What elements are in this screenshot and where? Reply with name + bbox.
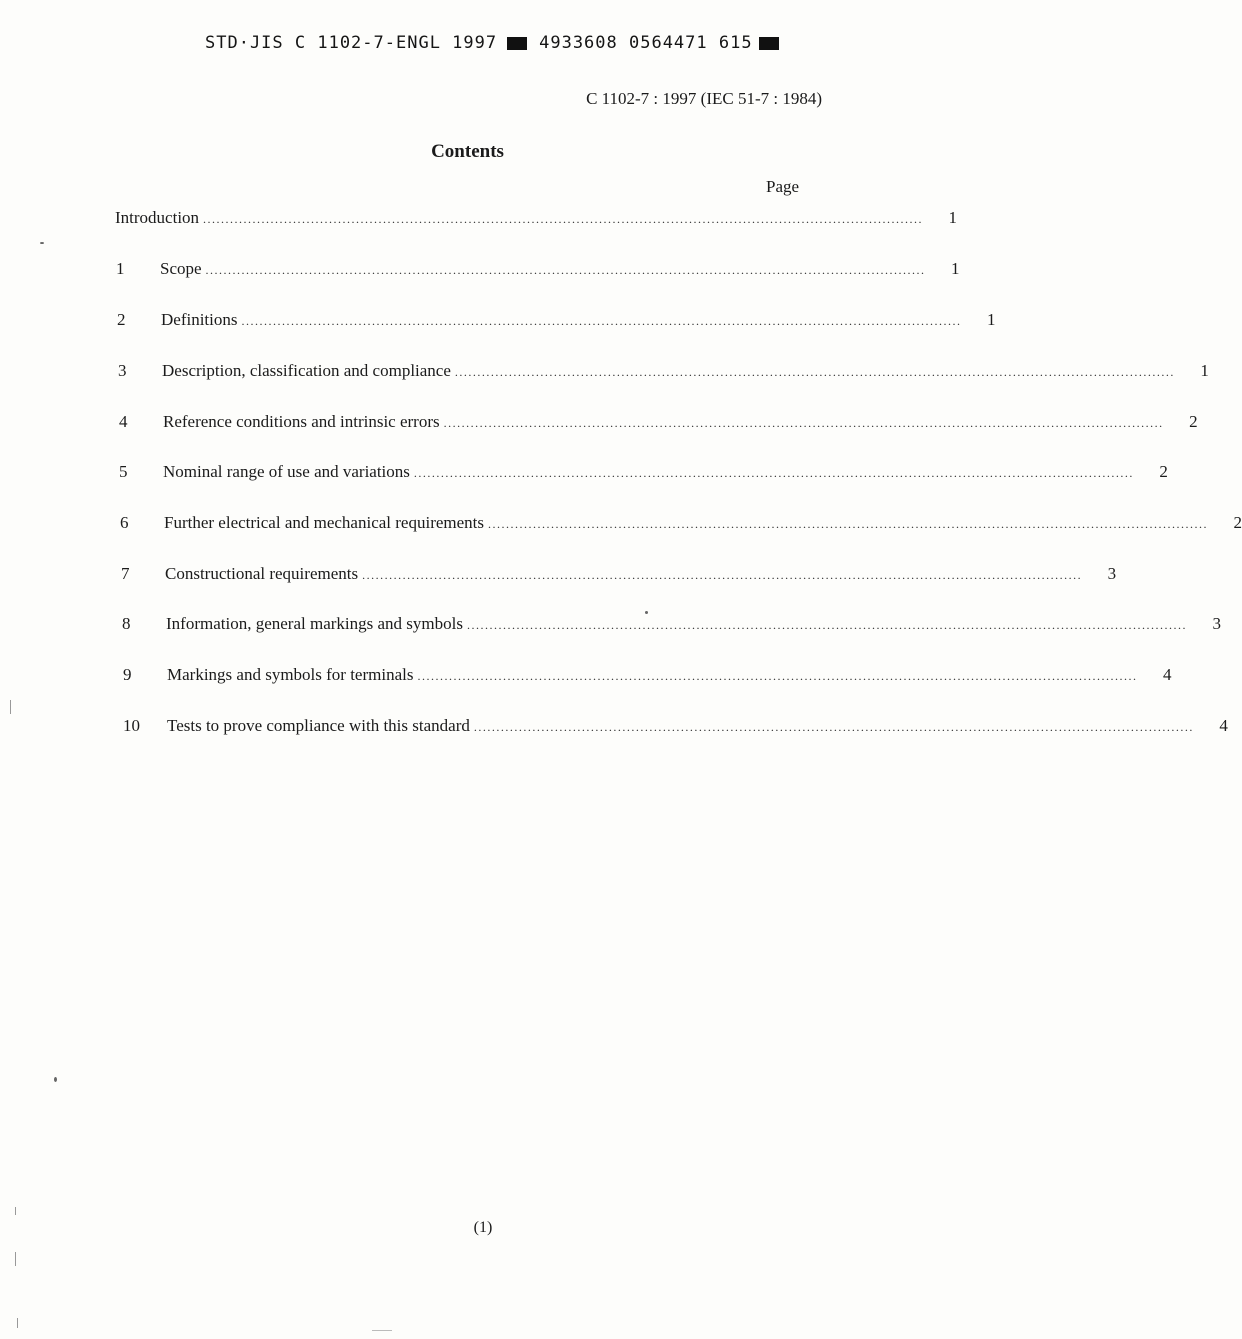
- header-code-line: [205, 33, 779, 53]
- toc-entry-number: 4: [119, 412, 128, 431]
- scan-speck: [645, 611, 648, 614]
- toc-entry-label: Tests to prove compliance with this standard: [167, 716, 470, 735]
- dot-leader: ................................................................................................................................................................: [417, 669, 1138, 683]
- document-reference: C 1102-7 : 1997 (IEC 51-7 : 1984): [586, 89, 822, 108]
- toc-entry-5[interactable]: [119, 462, 1168, 484]
- toc-entry-page: 4: [1162, 665, 1172, 684]
- scan-mark: [10, 700, 11, 714]
- header-code-left: STD·JIS C 1102-7-ENGL 1997: [205, 33, 498, 53]
- toc-entry-page: 1: [1200, 361, 1209, 380]
- toc-entry-number: 2: [117, 310, 126, 329]
- toc-entry-page: 1: [987, 310, 996, 329]
- toc-entry-number: 7: [121, 564, 130, 583]
- dot-leader: ................................................................................................................................................................: [205, 263, 926, 277]
- toc-entry-page: 2: [1159, 462, 1168, 481]
- toc-entry-page: 1: [948, 208, 958, 227]
- scan-mark: [15, 1252, 16, 1266]
- toc-entry-label: Introduction: [115, 208, 200, 227]
- dot-leader: ................................................................................................................................................................: [466, 618, 1187, 632]
- toc-entry-label: Markings and symbols for terminals: [167, 665, 414, 684]
- toc-entry-2[interactable]: [117, 310, 996, 332]
- page-title: Contents: [431, 141, 504, 162]
- scan-mark: [17, 1318, 18, 1328]
- toc-entry-number: 3: [118, 361, 127, 380]
- scan-speck: [372, 1330, 392, 1331]
- toc-entry-number: 8: [122, 614, 131, 633]
- toc-entry-label: Nominal range of use and variations: [163, 462, 410, 481]
- toc-entry-label: Definitions: [161, 310, 238, 329]
- dot-leader: ................................................................................................................................................................: [473, 720, 1194, 734]
- toc-entry-page: 3: [1107, 564, 1117, 583]
- toc-entry-6[interactable]: [120, 513, 1242, 535]
- dot-leader: ................................................................................................................................................................: [488, 517, 1209, 531]
- toc-entry-number: 5: [119, 462, 128, 481]
- page-column-label: Page: [766, 177, 800, 196]
- header-code-right: 4933608 0564471 615: [539, 33, 753, 53]
- toc-entry-page: 2: [1233, 513, 1242, 532]
- toc-entry-page: 3: [1212, 614, 1221, 633]
- dot-leader: ................................................................................................................................................................: [241, 314, 962, 328]
- scan-speck: [54, 1077, 57, 1082]
- toc-entry-9[interactable]: [123, 665, 1172, 687]
- redaction-block-end-icon: [759, 37, 779, 50]
- dot-leader: ................................................................................................................................................................: [203, 212, 924, 226]
- dot-leader: ................................................................................................................................................................: [413, 466, 1134, 480]
- toc-entry-label: Reference conditions and intrinsic errors: [163, 412, 440, 431]
- scan-mark: [15, 1207, 16, 1215]
- toc-entry-1[interactable]: [116, 259, 960, 281]
- toc-entry-number: 10: [123, 716, 140, 735]
- toc-entry-3[interactable]: [118, 361, 1209, 383]
- toc-entry-4[interactable]: [119, 412, 1198, 434]
- toc-entry-8[interactable]: [122, 614, 1221, 636]
- toc-entry-number: 9: [123, 665, 132, 684]
- dot-leader: ................................................................................................................................................................: [443, 416, 1164, 430]
- toc-entry-number: 6: [120, 513, 129, 532]
- toc-entry-7[interactable]: [121, 564, 1117, 586]
- toc-entry-label: Scope: [160, 259, 202, 278]
- dot-leader: ................................................................................................................................................................: [362, 568, 1083, 582]
- redaction-block-icon: [507, 37, 527, 50]
- toc-entry-page: 4: [1219, 716, 1228, 735]
- toc-entry-page: 1: [951, 259, 960, 278]
- dot-leader: ................................................................................................................................................................: [454, 365, 1175, 379]
- toc-entry-number: 1: [116, 259, 125, 278]
- toc-entry-label: Further electrical and mechanical requirements: [164, 513, 485, 532]
- toc-entry-introduction[interactable]: [115, 208, 958, 230]
- toc-entry-label: Constructional requirements: [165, 564, 359, 583]
- toc-entry-page: 2: [1189, 412, 1198, 431]
- footer-page-number: (1): [473, 1219, 493, 1236]
- toc-entry-label: Information, general markings and symbols: [166, 614, 463, 633]
- toc-entry-label: Description, classification and compliance: [162, 361, 451, 380]
- toc-entry-10[interactable]: [123, 716, 1228, 738]
- scan-speck: [40, 242, 44, 244]
